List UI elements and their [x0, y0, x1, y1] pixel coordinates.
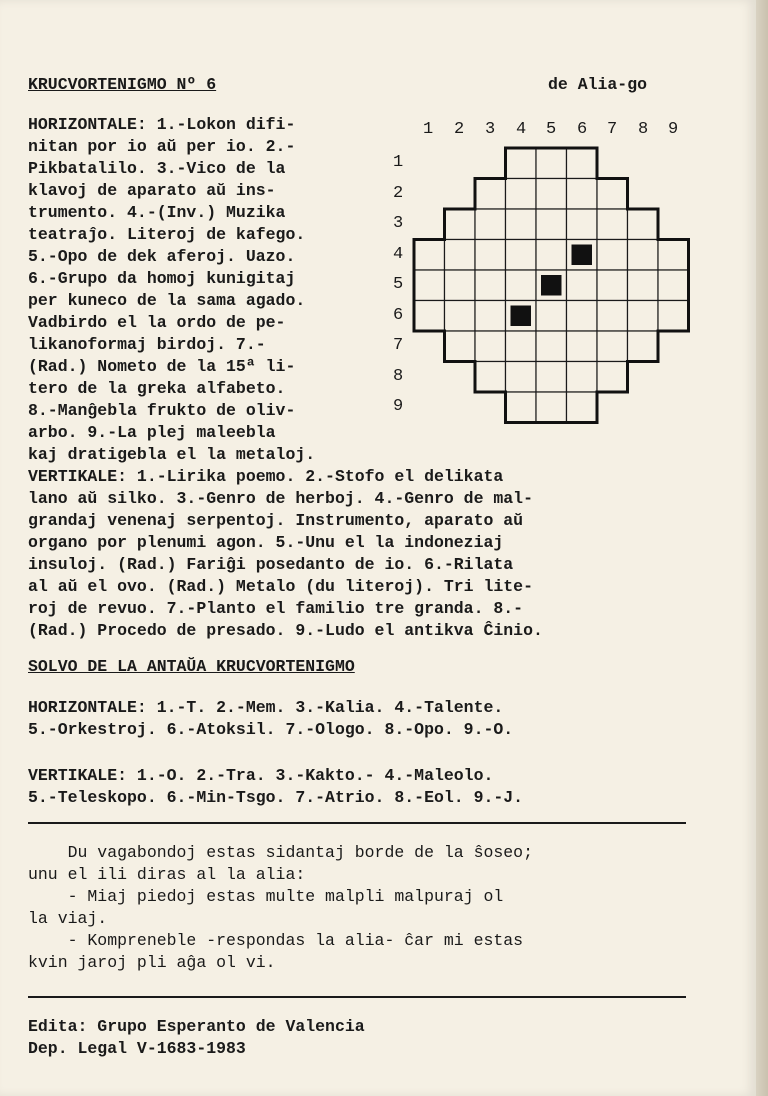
row-number: 1: [393, 153, 404, 172]
row-number: 9: [393, 397, 404, 416]
grid-cell: [597, 179, 628, 210]
joke-line: kvin jaroj pli aĝa ol vi.: [28, 953, 276, 972]
clue-line: 8.-Manĝebla frukto de oliv-: [28, 401, 296, 420]
grid-cell: [536, 362, 567, 393]
clue-line: Vadbirdo el la ordo de pe-: [28, 313, 286, 332]
grid-cell: [536, 179, 567, 210]
black-square: [572, 245, 593, 266]
row-number: 5: [393, 275, 404, 294]
clue-line: VERTIKALE: 1.-Lirika poemo. 2.-Stofo el delikata: [28, 467, 504, 486]
solution-vertical-line: 5.-Teleskopo. 6.-Min-Tsgo. 7.-Atrio. 8.-Eol. 9.-J.: [28, 788, 524, 807]
grid-cell: [445, 270, 476, 301]
clue-line: tero de la greka alfabeto.: [28, 379, 286, 398]
column-number: 8: [638, 120, 649, 139]
puzzle-title: KRUCVORTENIGMO Nº 6: [28, 75, 217, 94]
grid-cell: [597, 270, 628, 301]
grid-cell: [567, 362, 598, 393]
clue-line: roj de revuo. 7.-Planto el familio tre granda. 8.-: [28, 599, 524, 618]
row-number: 6: [393, 306, 404, 325]
column-number: 6: [577, 120, 588, 139]
clue-line: teatraĵo. Literoj de kafego.: [28, 225, 306, 244]
clue-line: kaj dratigebla el la metaloj.: [28, 445, 316, 464]
grid-cell: [536, 240, 567, 271]
grid-cell: [628, 301, 659, 332]
grid-cell: [597, 362, 628, 393]
clue-line: HORIZONTALE: 1.-Lokon difi-: [28, 115, 296, 134]
column-number: 4: [516, 120, 527, 139]
grid-cell: [506, 331, 537, 362]
divider: [28, 996, 686, 998]
clue-line: grandaj venenaj serpentoj. Instrumento, aparato aŭ: [28, 511, 524, 530]
grid-cell: [658, 240, 689, 271]
grid-cell: [506, 148, 537, 179]
column-number: 7: [607, 120, 618, 139]
solution-horizontal-line: HORIZONTALE: 1.-T. 2.-Mem. 3.-Kalia. 4.-Talente.: [28, 698, 504, 717]
grid-cell: [475, 331, 506, 362]
grid-cell: [414, 270, 445, 301]
grid-cell: [414, 240, 445, 271]
grid-cell: [658, 270, 689, 301]
grid-cell: [475, 209, 506, 240]
grid-cell: [536, 392, 567, 423]
grid-cell: [597, 331, 628, 362]
grid-cell: [475, 240, 506, 271]
grid-cell: [506, 240, 537, 271]
clue-line: arbo. 9.-La plej maleebla: [28, 423, 276, 442]
grid-cell: [445, 209, 476, 240]
clue-line: al aŭ el ovo. (Rad.) Metalo (du literoj). Tri lite-: [28, 577, 533, 596]
grid-cell: [475, 179, 506, 210]
grid-cell: [567, 209, 598, 240]
grid-cell: [628, 209, 659, 240]
grid-cell: [597, 240, 628, 271]
row-number: 4: [393, 245, 404, 264]
clue-line: 6.-Grupo da homoj kunigitaj: [28, 269, 296, 288]
grid-cell: [506, 392, 537, 423]
grid-cell: [445, 240, 476, 271]
clue-line: likanoformaj birdoj. 7.-: [28, 335, 266, 354]
publisher: Edita: Grupo Esperanto de Valencia: [28, 1017, 365, 1036]
grid-cell: [414, 301, 445, 332]
solution-vertical-line: VERTIKALE: 1.-O. 2.-Tra. 3.-Kakto.- 4.-Maleolo.: [28, 766, 494, 785]
grid-cell: [536, 148, 567, 179]
legal-deposit: Dep. Legal V-1683-1983: [28, 1039, 246, 1058]
clue-line: insuloj. (Rad.) Fariĝi posedanto de io. 6.-Rilata: [28, 555, 514, 574]
grid-cell: [536, 301, 567, 332]
grid-cell: [567, 270, 598, 301]
grid-cell: [597, 209, 628, 240]
column-number: 2: [454, 120, 465, 139]
clue-line: (Rad.) Procedo de presado. 9.-Ludo el antikva Ĉinio.: [28, 621, 543, 640]
black-square: [511, 306, 532, 327]
grid-cell: [597, 301, 628, 332]
grid-cell: [536, 331, 567, 362]
grid-cell: [506, 362, 537, 393]
grid-cell: [628, 270, 659, 301]
clue-line: trumento. 4.-(Inv.) Muzika: [28, 203, 286, 222]
page-edge: [756, 0, 768, 1096]
grid-cell: [475, 301, 506, 332]
grid-cell: [475, 362, 506, 393]
crossword-grid: [408, 114, 698, 426]
clue-line: 5.-Opo de dek aferoj. Uazo.: [28, 247, 296, 266]
clue-line: klavoj de aparato aŭ ins-: [28, 181, 276, 200]
joke-line: la viaj.: [28, 909, 108, 928]
black-square: [541, 275, 562, 296]
grid-cell: [567, 301, 598, 332]
grid-cell: [506, 209, 537, 240]
clue-line: per kuneco de la sama agado.: [28, 291, 306, 310]
row-number: 7: [393, 336, 404, 355]
joke-line: Du vagabondoj estas sidantaj borde de la ŝoseo;: [28, 843, 533, 862]
joke-line: - Kompreneble -respondas la alia- ĉar mi estas: [28, 931, 524, 950]
solution-horizontal-line: 5.-Orkestroj. 6.-Atoksil. 7.-Ologo. 8.-Opo. 9.-O.: [28, 720, 514, 739]
column-number: 5: [546, 120, 557, 139]
row-number: 2: [393, 184, 404, 203]
clue-line: nitan por io aŭ per io. 2.-: [28, 137, 296, 156]
joke-line: unu el ili diras al la alia:: [28, 865, 306, 884]
grid-cell: [567, 179, 598, 210]
grid-cell: [506, 270, 537, 301]
column-number: 1: [423, 120, 434, 139]
grid-cell: [628, 240, 659, 271]
row-number: 3: [393, 214, 404, 233]
clue-line: Pikbatalilo. 3.-Vico de la: [28, 159, 286, 178]
clue-line: (Rad.) Nometo de la 15ª li-: [28, 357, 296, 376]
grid-cell: [658, 301, 689, 332]
solution-title: SOLVO DE LA ANTAŬA KRUCVORTENIGMO: [28, 657, 355, 676]
clue-line: organo por plenumi agon. 5.-Unu el la indoneziaj: [28, 533, 504, 552]
divider: [28, 822, 686, 824]
grid-cell: [506, 179, 537, 210]
grid-cell: [628, 331, 659, 362]
grid-cell: [475, 270, 506, 301]
column-number: 3: [485, 120, 496, 139]
clue-line: lano aŭ silko. 3.-Genro de herboj. 4.-Genro de mal-: [28, 489, 533, 508]
joke-line: - Miaj piedoj estas multe malpli malpuraj ol: [28, 887, 504, 906]
grid-cell: [567, 331, 598, 362]
row-number: 8: [393, 367, 404, 386]
column-number: 9: [668, 120, 679, 139]
grid-cell: [445, 301, 476, 332]
grid-cell: [445, 331, 476, 362]
puzzle-author: de Alia-go: [548, 75, 648, 94]
grid-cell: [567, 392, 598, 423]
grid-cell: [567, 148, 598, 179]
grid-cell: [536, 209, 567, 240]
